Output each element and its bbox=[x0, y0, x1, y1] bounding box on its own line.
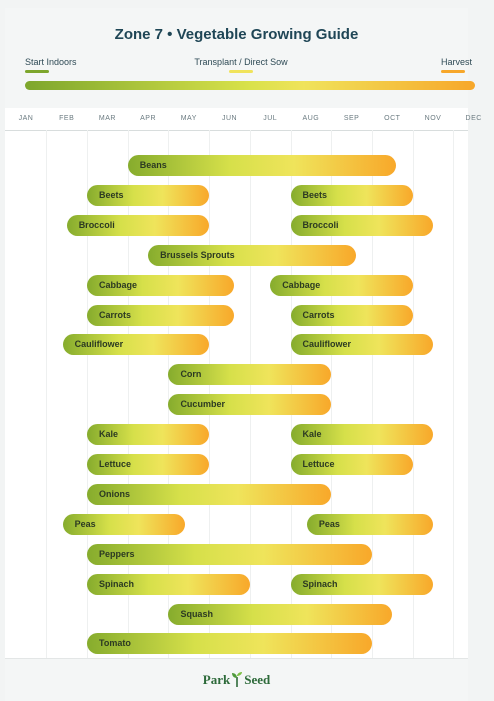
legend-label: Start Indoors bbox=[25, 57, 77, 67]
month-tick-label: NOV bbox=[424, 115, 442, 122]
month-tick-label: JAN bbox=[18, 115, 34, 122]
crop-bar-peppers bbox=[87, 544, 372, 565]
legend-label: Harvest bbox=[441, 57, 473, 67]
crop-bar-spinach bbox=[87, 574, 250, 595]
crop-bar-peas bbox=[307, 514, 433, 535]
crop-bar-label: Cauliflower bbox=[74, 339, 124, 350]
crop-bar-label: Spinach bbox=[99, 578, 135, 589]
crop-bar-beans bbox=[128, 155, 397, 176]
crop-bar-label: Onions bbox=[99, 488, 131, 499]
legend-gradient-bar bbox=[25, 81, 475, 90]
month-tick-label: MAR bbox=[98, 115, 116, 122]
crop-bar-spinach bbox=[291, 574, 433, 595]
crop-bar-label: Cauliflower bbox=[302, 339, 352, 350]
legend-swatch bbox=[25, 70, 49, 73]
crop-bar-peas bbox=[63, 514, 185, 535]
month-tick-label: AUG bbox=[302, 115, 320, 122]
crop-bar-label: Cabbage bbox=[282, 279, 321, 290]
crop-bar-label: Cucumber bbox=[180, 399, 225, 410]
crop-bar-kale bbox=[87, 424, 209, 445]
crop-bar-cucumber bbox=[168, 394, 331, 415]
crop-bar-label: Peppers bbox=[99, 548, 135, 559]
crop-bar-carrots bbox=[291, 305, 413, 326]
crop-bar-onions bbox=[87, 484, 331, 505]
crop-bar-kale bbox=[291, 424, 433, 445]
crop-bar-carrots bbox=[87, 305, 234, 326]
crop-bar-brussels-sprouts bbox=[148, 245, 356, 266]
crop-bar-label: Carrots bbox=[99, 309, 132, 320]
crop-bar-tomato bbox=[87, 633, 372, 654]
legend-swatch bbox=[229, 70, 253, 73]
crop-bar-label: Brussels Sprouts bbox=[160, 249, 235, 260]
chart-header bbox=[5, 8, 473, 108]
crop-bar-label: Spinach bbox=[302, 578, 338, 589]
month-tick-label: JUL bbox=[263, 115, 278, 122]
month-tick-label: APR bbox=[140, 115, 157, 122]
legend-label: Transplant / Direct Sow bbox=[194, 57, 288, 67]
month-gridline bbox=[453, 130, 454, 658]
month-gridline bbox=[46, 130, 47, 658]
sprout-icon bbox=[231, 671, 243, 687]
crop-bar-lettuce bbox=[87, 454, 209, 475]
crop-bar-label: Beets bbox=[99, 189, 124, 200]
crop-bar-cauliflower bbox=[63, 334, 210, 355]
crop-bar-beets bbox=[87, 185, 209, 206]
crop-bar-label: Lettuce bbox=[302, 459, 335, 469]
crop-bar-label: Lettuce bbox=[99, 459, 132, 469]
park-seed-logo bbox=[5, 671, 468, 688]
crop-bar-cabbage bbox=[87, 275, 234, 296]
month-tick-label: JUN bbox=[221, 115, 238, 122]
crop-bar-label: Peas bbox=[318, 518, 340, 529]
growing-guide-card bbox=[5, 8, 482, 700]
crop-bar-cauliflower bbox=[291, 334, 433, 355]
crop-bar-label: Carrots bbox=[302, 309, 335, 320]
crop-bar-lettuce bbox=[291, 454, 413, 475]
month-tick-label: OCT bbox=[384, 115, 401, 122]
crop-bar-label: Cabbage bbox=[99, 279, 138, 290]
logo-text-seed: Seed bbox=[244, 672, 271, 687]
crop-bar-label: Peas bbox=[74, 518, 96, 529]
crop-bar-cabbage bbox=[270, 275, 412, 296]
crop-bar-corn bbox=[168, 364, 331, 385]
crop-bar-label: Beets bbox=[302, 189, 328, 200]
crop-bar-label: Beans bbox=[139, 160, 167, 170]
crop-bar-label: Kale bbox=[302, 429, 322, 440]
month-axis bbox=[5, 112, 482, 131]
crop-bar-label: Tomato bbox=[99, 638, 131, 649]
month-tick-label: FEB bbox=[59, 115, 75, 122]
month-tick-label: SEP bbox=[343, 115, 360, 122]
crop-bar-broccoli bbox=[67, 215, 209, 236]
chart-title: Zone 7 • Vegetable Growing Guide bbox=[114, 26, 359, 43]
crop-bar-broccoli bbox=[291, 215, 433, 236]
crop-bar-beets bbox=[291, 185, 413, 206]
month-tick-label: MAY bbox=[180, 115, 197, 122]
crop-bar-squash bbox=[168, 604, 392, 625]
crop-bar-label: Broccoli bbox=[302, 219, 339, 230]
crop-bar-label: Corn bbox=[180, 369, 202, 380]
footer bbox=[5, 658, 468, 701]
crop-bar-label: Kale bbox=[99, 429, 119, 440]
legend-swatch bbox=[441, 70, 465, 73]
crop-bar-label: Squash bbox=[180, 608, 213, 619]
logo-text-park: Park bbox=[202, 672, 231, 687]
month-tick-label: DEC bbox=[465, 115, 482, 122]
crop-bar-label: Broccoli bbox=[78, 219, 115, 230]
